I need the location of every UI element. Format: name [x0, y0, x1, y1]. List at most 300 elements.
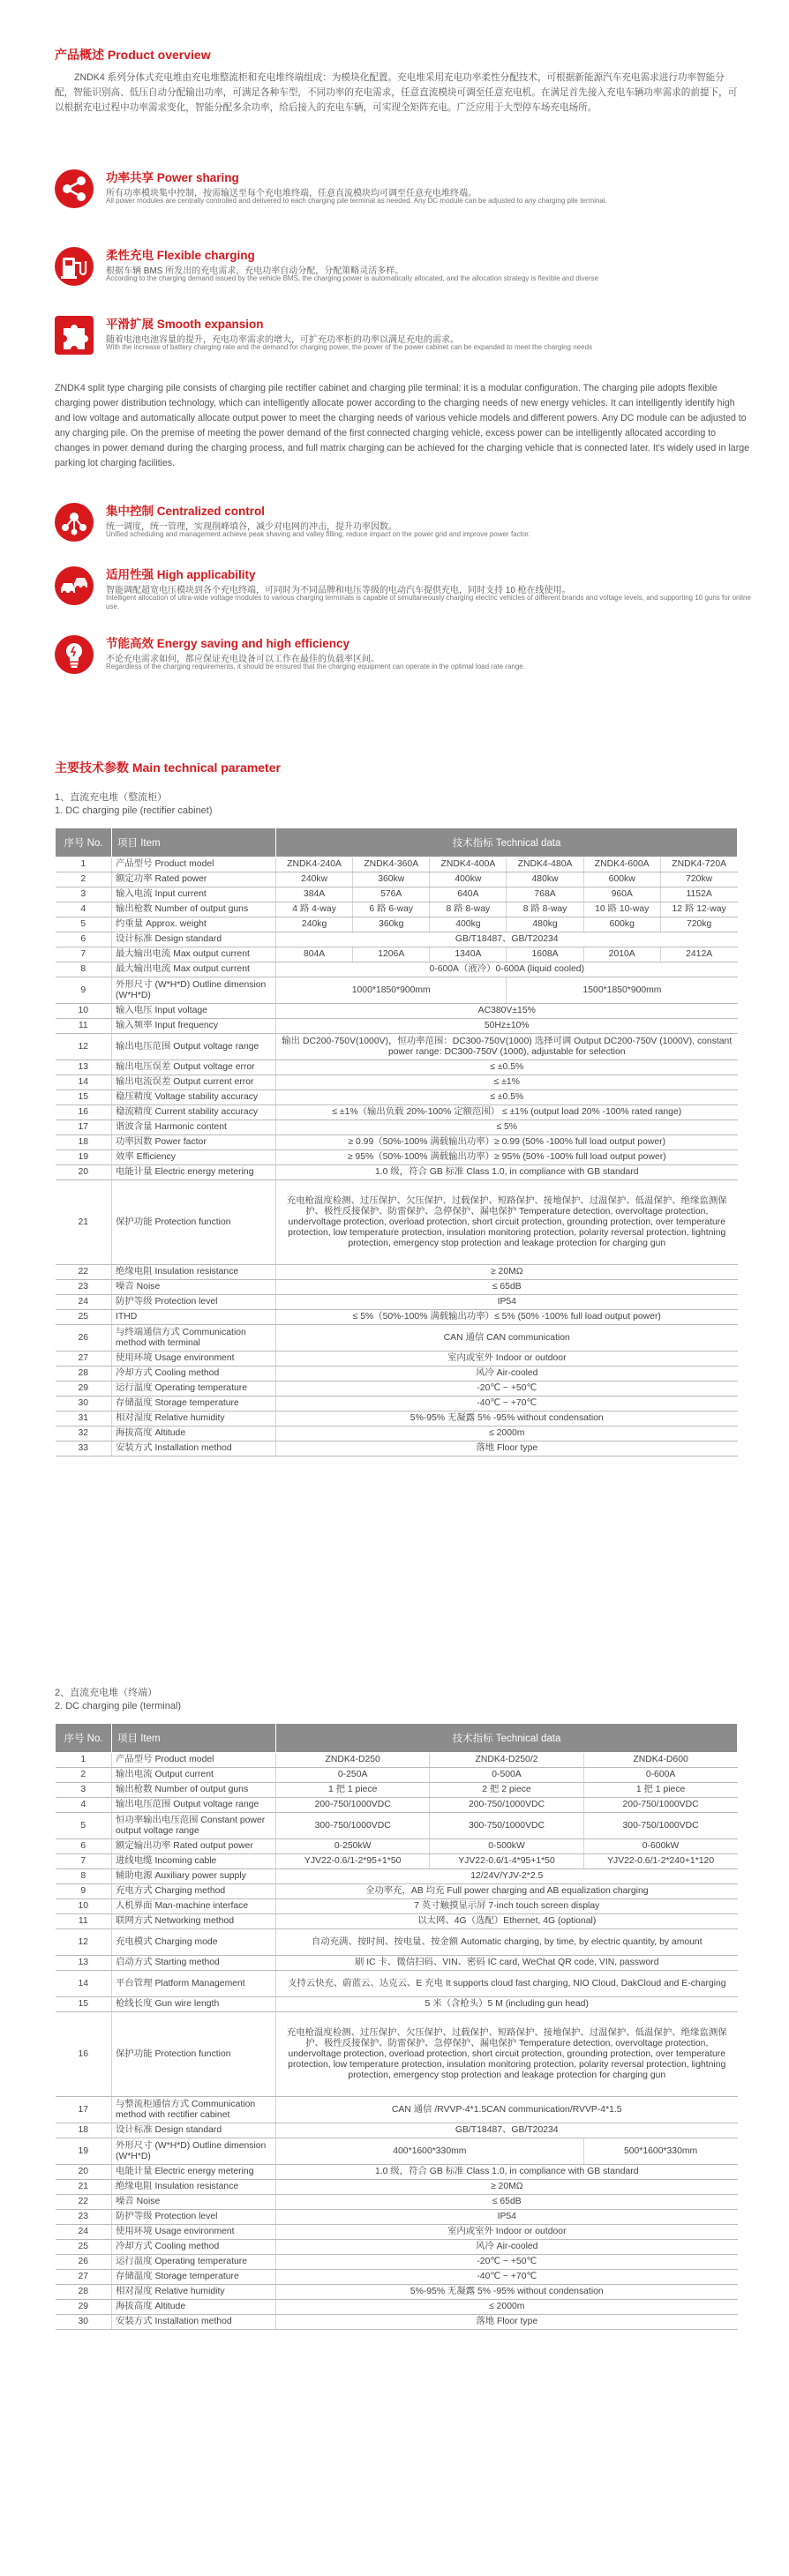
table-row	[56, 1869, 738, 1884]
row-number: 25	[56, 1310, 112, 1325]
row-value: 风冷 Air-cooled	[276, 2240, 738, 2255]
bulb-icon	[55, 635, 94, 674]
row-value: ≥ 0.99（50%-100% 满载输出功率）≥ 0.99 (50% -100% full load output power)	[276, 1135, 738, 1150]
row-value: ≥ 95%（50%-100% 满载输出功率）≥ 95% (50% -100% full load output power)	[276, 1150, 738, 1165]
table-row	[56, 2210, 738, 2225]
row-number: 29	[56, 2300, 112, 2315]
row-value: 0-600kW	[583, 1839, 737, 1854]
row-item: 输出电压范围 Output voltage range	[112, 1034, 276, 1060]
row-number: 1	[56, 1753, 112, 1768]
row-value: 480kw	[507, 872, 583, 887]
row-value: 5%-95% 无凝露 5% -95% without condensation	[276, 1412, 738, 1427]
row-value: 1608A	[507, 947, 583, 962]
feature-desc-en: Intelligent allocation of ultra-wide voltage modules to various charging terminals is capable of simultaneously charging electric vehicles of different brands and voltage levels, and supporting 10 guns for online use.	[106, 594, 751, 610]
row-value: 300-750/1000VDC	[276, 1813, 430, 1839]
row-value: 360kg	[353, 917, 430, 932]
table-row	[56, 2012, 738, 2097]
row-item: 与终端通信方式 Communication method with terminal	[112, 1325, 276, 1352]
row-number: 2	[56, 1768, 112, 1783]
row-value: 400kw	[430, 872, 507, 887]
feature-title: 集中控制 Centralized control	[106, 505, 266, 518]
table-row	[56, 2097, 738, 2123]
table-row	[56, 1971, 738, 1997]
row-item: 输出电压范围 Output voltage range	[112, 1798, 276, 1813]
row-number: 30	[56, 2315, 112, 2330]
feature-desc-zh: 统一调度，统一管理，实现削峰填谷，减少对电网的冲击，提升功率因数。	[106, 522, 397, 532]
table-row	[56, 1135, 738, 1150]
row-item: 设计标准 Design standard	[112, 2123, 276, 2138]
row-value: 5 米（含枪头）5 M (including gun head)	[276, 1997, 738, 2012]
row-value: 400*1600*330mm	[276, 2138, 584, 2165]
share-icon	[55, 169, 94, 208]
row-number: 24	[56, 1295, 112, 1310]
row-item: 谐波含量 Harmonic content	[112, 1120, 276, 1135]
row-number: 12	[56, 1929, 112, 1956]
table-row	[56, 1295, 738, 1310]
row-number: 30	[56, 1397, 112, 1412]
col-header-data: 技术指标 Technical data	[276, 828, 738, 857]
row-number: 23	[56, 1280, 112, 1295]
overview-title: 产品概述 Product overview	[55, 48, 211, 62]
row-value: 自动充满、按时间、按电量、按金额 Automatic charging, by time, by electric quantity, by amount	[276, 1929, 738, 1956]
row-number: 27	[56, 1352, 112, 1367]
row-value: 12 路 12-way	[660, 902, 737, 917]
row-item: 安装方式 Installation method	[112, 2315, 276, 2330]
row-value: 1.0 级，符合 GB 标准 Class 1.0, in compliance with GB standard	[276, 1165, 738, 1180]
table-row	[56, 1165, 738, 1180]
row-item: 防护等级 Protection level	[112, 1295, 276, 1310]
feature-desc-en: Unified scheduling and management achieve peak shaving and valley filling, reduce impact on the power grid and improve power factor.	[106, 530, 530, 538]
row-number: 25	[56, 2240, 112, 2255]
table-row	[56, 1884, 738, 1899]
row-value: 1500*1850*900mm	[507, 977, 738, 1004]
row-item: 冷却方式 Cooling method	[112, 2240, 276, 2255]
row-number: 10	[56, 1004, 112, 1019]
row-value: YJV22-0.6/1-2*240+1*120	[583, 1854, 737, 1869]
row-item: 效率 Efficiency	[112, 1150, 276, 1165]
row-value: 1206A	[353, 947, 430, 962]
row-value: 0-500kW	[430, 1839, 583, 1854]
feature-desc-zh: 根据车辆 BMS 所发出的充电需求，充电功率自动分配，分配策略灵活多样。	[106, 266, 404, 276]
table-row	[56, 1004, 738, 1019]
row-number: 14	[56, 1075, 112, 1090]
table-row	[56, 1768, 738, 1783]
row-value: 5%-95% 无凝露 5% -95% without condensation	[276, 2285, 738, 2300]
feature-centralized-control	[55, 501, 752, 558]
row-value: 240kw	[276, 872, 353, 887]
row-number: 24	[56, 2225, 112, 2240]
row-item: 最大输出电流 Max output current	[112, 947, 276, 962]
feature-desc-en: Regardless of the charging requirements, it should be ensured that the charging equipment can operate in the optimal load rate range.	[106, 663, 525, 670]
row-item: 辅助电源 Auxiliary power supply	[112, 1869, 276, 1884]
row-value: 720kg	[660, 917, 737, 932]
row-number: 10	[56, 1899, 112, 1914]
row-value: IP54	[276, 1295, 738, 1310]
row-value: 600kg	[583, 917, 660, 932]
table-row	[56, 1397, 738, 1412]
feature-title: 柔性充电 Flexible charging	[106, 249, 255, 262]
table-row	[56, 1442, 738, 1456]
row-item: 输出枪数 Number of output guns	[112, 902, 276, 917]
row-value: 4 路 4-way	[276, 902, 353, 917]
row-value: 1152A	[660, 887, 737, 902]
row-value: ≤ 65dB	[276, 1280, 738, 1295]
row-value: 600kw	[583, 872, 660, 887]
row-value: AC380V±15%	[276, 1004, 738, 1019]
row-item: 平台管理 Platform Management	[112, 1971, 276, 1997]
row-item: ITHD	[112, 1310, 276, 1325]
row-number: 4	[56, 902, 112, 917]
table-row	[56, 2270, 738, 2285]
row-number: 27	[56, 2270, 112, 2285]
table-row	[56, 1180, 738, 1265]
row-number: 23	[56, 2210, 112, 2225]
row-value: ZNDK4-720A	[660, 857, 737, 872]
table-row	[56, 2315, 738, 2330]
row-item: 海拔高度 Altitude	[112, 2300, 276, 2315]
feature-desc-en: All power modules are centrally controlled and delivered to each charging pile terminal as needed. Any DC module can be adjusted to any charging pile terminal.	[106, 197, 607, 205]
table-row	[56, 1310, 738, 1325]
row-item: 功率因数 Power factor	[112, 1135, 276, 1150]
row-number: 6	[56, 932, 112, 947]
row-value: 12/24V/YJV-2*2.5	[276, 1869, 738, 1884]
row-number: 7	[56, 947, 112, 962]
row-number: 9	[56, 1884, 112, 1899]
table-row	[56, 1367, 738, 1382]
row-number: 22	[56, 1265, 112, 1280]
table-row	[56, 887, 738, 902]
row-value: 落地 Floor type	[276, 2315, 738, 2330]
row-value: 1 把 1 piece	[276, 1783, 430, 1798]
table-row	[56, 1839, 738, 1854]
row-value: 室内或室外 Indoor or outdoor	[276, 2225, 738, 2240]
row-item: 运行温度 Operating temperature	[112, 1382, 276, 1397]
row-value: ZNDK4-D250	[276, 1753, 430, 1768]
row-value: ≤ 2000m	[276, 1427, 738, 1442]
row-value: -40℃ ~ +70℃	[276, 1397, 738, 1412]
row-number: 28	[56, 2285, 112, 2300]
row-value: 0-250kW	[276, 1839, 430, 1854]
row-number: 31	[56, 1412, 112, 1427]
row-value: ≤ ±0.5%	[276, 1060, 738, 1075]
row-number: 11	[56, 1914, 112, 1929]
row-item: 产品型号 Product model	[112, 1753, 276, 1768]
feature-desc-en: With the increase of battery charging rate and the demand for charging power, the power of the power cabinet can be expanded to meet the charging needs	[106, 343, 593, 351]
row-value: 1.0 级，符合 GB 标准 Class 1.0, in compliance with GB standard	[276, 2165, 738, 2180]
row-number: 8	[56, 962, 112, 977]
table-row	[56, 2300, 738, 2315]
table-row	[56, 2285, 738, 2300]
row-value: 0-500A	[430, 1768, 583, 1783]
row-value: ≤ ±1%	[276, 1075, 738, 1090]
table-row	[56, 872, 738, 887]
row-value: 1 把 1 piece	[583, 1783, 737, 1798]
table2-label-zh: 2、直流充电堆（终端）	[55, 1688, 158, 1698]
row-number: 26	[56, 1325, 112, 1352]
row-value: -20℃ ~ +50℃	[276, 1382, 738, 1397]
table-row	[56, 1325, 738, 1352]
table1-label-zh: 1、直流充电堆（整流柜）	[55, 792, 168, 803]
row-value: 10 路 10-way	[583, 902, 660, 917]
row-value: 0-600A	[583, 1768, 737, 1783]
row-value: 2010A	[583, 947, 660, 962]
row-value: 8 路 8-way	[507, 902, 583, 917]
row-number: 13	[56, 1060, 112, 1075]
row-item: 相对湿度 Relative humidity	[112, 1412, 276, 1427]
row-item: 绝缘电阻 Insulation resistance	[112, 1265, 276, 1280]
row-item: 存储温度 Storage temperature	[112, 1397, 276, 1412]
row-value: 1000*1850*900mm	[276, 977, 507, 1004]
row-value: 720kw	[660, 872, 737, 887]
table-row	[56, 1150, 738, 1165]
row-number: 5	[56, 1813, 112, 1839]
row-value: 240kg	[276, 917, 353, 932]
table-row	[56, 1019, 738, 1034]
row-value: ≤ ±0.5%	[276, 1090, 738, 1105]
row-number: 20	[56, 1165, 112, 1180]
row-number: 11	[56, 1019, 112, 1034]
col-header-item: 项目 Item	[112, 1724, 276, 1753]
row-item: 电能计量 Electric energy metering	[112, 1165, 276, 1180]
table-row	[56, 2138, 738, 2165]
feature-title: 平滑扩展 Smooth expansion	[106, 318, 264, 331]
row-item: 运行温度 Operating temperature	[112, 2255, 276, 2270]
row-value: 全功率充，AB 均充 Full power charging and AB equalization charging	[276, 1884, 738, 1899]
table-row	[56, 902, 738, 917]
col-header-no: 序号 No.	[56, 1724, 112, 1753]
table-row	[56, 857, 738, 872]
row-value: 2412A	[660, 947, 737, 962]
row-item: 安装方式 Installation method	[112, 1442, 276, 1456]
table-row	[56, 1798, 738, 1813]
row-value: YJV22-0.6/1-4*95+1*50	[430, 1854, 583, 1869]
table-row	[56, 947, 738, 962]
table2-label-en: 2. DC charging pile (terminal)	[55, 1701, 182, 1711]
row-number: 17	[56, 2097, 112, 2123]
row-number: 19	[56, 2138, 112, 2165]
row-item: 输出电流误差 Output current error	[112, 1075, 276, 1090]
row-number: 19	[56, 1150, 112, 1165]
table-row	[56, 977, 738, 1004]
row-item: 枪线长度 Gun wire length	[112, 1997, 276, 2012]
overview-intro-zh: ZNDK4 系列分体式充电堆由充电堆整流柜和充电堆终端组成：为模块化配置。充电堆采用充电功率柔性分配技术，可根据新能源汽车充电需求进行功率智能分配，智能识别高、低压自动分配输出功率，可满足各种车型，不同功率的充电需求，任意直流模块可调至任意充电机。在满足首先接入充电车辆功率需求的前提下，可以根据充电过程中功率需求变化，智能分配多余功率，给后接入的充电车辆，可实现全矩阵充电。广泛应用于大型停车场充电场所。	[55, 72, 738, 113]
row-number: 3	[56, 887, 112, 902]
row-number: 4	[56, 1798, 112, 1813]
row-value: 960A	[583, 887, 660, 902]
row-value: ZNDK4-360A	[353, 857, 430, 872]
row-item: 最大输出电流 Max output current	[112, 962, 276, 977]
row-item: 输出电流 Output current	[112, 1768, 276, 1783]
params-title: 主要技术参数 Main technical parameter	[55, 760, 281, 775]
table-row	[56, 1352, 738, 1367]
row-value: 768A	[507, 887, 583, 902]
row-item: 外形尺寸 (W*H*D) Outline dimension (W*H*D)	[112, 2138, 276, 2165]
row-number: 16	[56, 1105, 112, 1120]
table-row	[56, 1813, 738, 1839]
row-item: 输入电压 Input voltage	[112, 1004, 276, 1019]
row-item: 人机界面 Man-machine interface	[112, 1899, 276, 1914]
row-value: 384A	[276, 887, 353, 902]
row-value: -40℃ ~ +70℃	[276, 2270, 738, 2285]
table-row	[56, 1120, 738, 1135]
table-row	[56, 2195, 738, 2210]
table-row	[56, 1034, 738, 1060]
table-row	[56, 2180, 738, 2195]
col-header-no: 序号 No.	[56, 828, 112, 857]
row-number: 15	[56, 1997, 112, 2012]
row-value: ZNDK4-480A	[507, 857, 583, 872]
table-row	[56, 2123, 738, 2138]
row-value: 360kw	[353, 872, 430, 887]
terminal-spec-table	[55, 1723, 738, 2330]
table-row	[56, 2255, 738, 2270]
row-item: 冷却方式 Cooling method	[112, 1367, 276, 1382]
feature-power-sharing	[55, 168, 752, 224]
feature-energy-saving	[55, 633, 752, 690]
row-item: 输入频率 Input frequency	[112, 1019, 276, 1034]
row-value: 200-750/1000VDC	[276, 1798, 430, 1813]
feature-desc-zh: 所有功率模块集中控制，按需输送至每个充电堆终端，任意直流模块均可调至任意充电堆终端。	[106, 189, 477, 198]
row-value: 7 英寸触摸显示屏 7-inch touch screen display	[276, 1899, 738, 1914]
row-value: 300-750/1000VDC	[583, 1813, 737, 1839]
row-value: 1340A	[430, 947, 507, 962]
table-row	[56, 1060, 738, 1075]
row-item: 保护功能 Protection function	[112, 2012, 276, 2097]
table-row	[56, 1382, 738, 1397]
row-number: 17	[56, 1120, 112, 1135]
row-value: 50Hz±10%	[276, 1019, 738, 1034]
table-row	[56, 962, 738, 977]
row-number: 16	[56, 2012, 112, 2097]
row-value: ≥ 20MΩ	[276, 2180, 738, 2195]
row-value: 400kg	[430, 917, 507, 932]
row-value: 充电枪温度检测、过压保护、欠压保护、过载保护、短路保护、接地保护、过温保护、低温保护、绝缘监测保护、极性反接保护、防雷保护、急停保护、漏电保护 Temperature detection, overvoltage protection, undervoltage protection, overload protection, short circuit protection, grounding protection, over temperature protection, low temperature protection, insulation monitoring protection, polarity reversal protection, lightning protection, emergency stop protection and leakage protection for charging gun	[276, 1180, 738, 1265]
row-item: 稳流精度 Current stability accuracy	[112, 1105, 276, 1120]
row-number: 32	[56, 1427, 112, 1442]
table-row	[56, 1105, 738, 1120]
row-item: 外形尺寸 (W*H*D) Outline dimension (W*H*D)	[112, 977, 276, 1004]
row-item: 海拔高度 Altitude	[112, 1427, 276, 1442]
row-number: 18	[56, 1135, 112, 1150]
table-row	[56, 932, 738, 947]
puzzle-icon	[55, 316, 94, 355]
feature-title: 功率共享 Power sharing	[106, 171, 239, 184]
cars-icon	[55, 566, 94, 605]
table-row	[56, 1280, 738, 1295]
table-row	[56, 1899, 738, 1914]
row-item: 电能计量 Electric energy metering	[112, 2165, 276, 2180]
row-value: 0-250A	[276, 1768, 430, 1783]
row-value: ≤ 65dB	[276, 2195, 738, 2210]
row-number: 22	[56, 2195, 112, 2210]
row-value: ZNDK4-240A	[276, 857, 353, 872]
row-value: 0-600A（液冷）0-600A (liquid cooled)	[276, 962, 738, 977]
table-row	[56, 1997, 738, 2012]
feature-flexible-charging	[55, 245, 752, 302]
row-value: ≤ 5%（50%-100% 满载输出功率）≤ 5% (50% -100% full load output power)	[276, 1310, 738, 1325]
row-value: 充电枪温度检测、过压保护、欠压保护、过载保护、短路保护、接地保护、过温保护、低温保护、绝缘监测保护、极性反接保护、防雷保护、急停保护、漏电保护 Temperature detection, overvoltage protection, undervoltage protection, overload protection, short circuit protection, grounding protection, over temperature protection, low temperature protection, insulation monitoring protection, polarity reversal protection, lightning protection, emergency stop protection and leakage protection for charging gun	[276, 2012, 738, 2097]
row-value: 200-750/1000VDC	[430, 1798, 583, 1813]
table-row	[56, 1265, 738, 1280]
row-item: 绝缘电阻 Insulation resistance	[112, 2180, 276, 2195]
row-value: 刷 IC 卡、微信扫码、VIN、密码 IC card, WeChat QR code, VIN, password	[276, 1956, 738, 1971]
row-number: 14	[56, 1971, 112, 1997]
row-value: ≤ ±1%（输出负载 20%-100% 定额范围） ≤ ±1% (output load 20% -100% rated range)	[276, 1105, 738, 1120]
feature-desc-en: According to the charging demand issued by the vehicle BMS, the charging power is automatically allocated, and the allocation strategy is flexible and diverse	[106, 274, 599, 282]
table-row	[56, 1753, 738, 1768]
row-number: 9	[56, 977, 112, 1004]
row-value: YJV22-0.6/1-2*95+1*50	[276, 1854, 430, 1869]
control-icon	[55, 503, 94, 542]
row-item: 噪音 Noise	[112, 2195, 276, 2210]
row-number: 5	[56, 917, 112, 932]
row-value: 480kg	[507, 917, 583, 932]
row-number: 26	[56, 2255, 112, 2270]
feature-desc-zh: 随着电池电池容量的提升，充电功率需求的增大，可扩充功率柜的功率以满足充电的需求。	[106, 335, 459, 345]
table-row	[56, 2225, 738, 2240]
row-item: 联网方式 Networking method	[112, 1914, 276, 1929]
row-value: 640A	[430, 887, 507, 902]
row-number: 20	[56, 2165, 112, 2180]
rectifier-spec-table	[55, 827, 738, 1456]
row-item: 产品型号 Product model	[112, 857, 276, 872]
row-value: GB/T18487、GB/T20234	[276, 932, 738, 947]
row-item: 稳压精度 Voltage stability accuracy	[112, 1090, 276, 1105]
row-number: 21	[56, 2180, 112, 2195]
row-number: 21	[56, 1180, 112, 1265]
row-value: ZNDK4-400A	[430, 857, 507, 872]
col-header-item: 项目 Item	[112, 828, 276, 857]
overview-intro-en: ZNDK4 split type charging pile consists of charging pile rectifier cabinet and charging pile terminal: it is a modular configuration. The charging pile adopts flexible charging power distribution technology, which can intelligently allocate power according to the charging needs of new energy vehicles. It can intelligently identify high and low voltage and automatically allocate output power to meet the charging needs of various vehicle models and different powers. Any DC module can be adjusted to any charging pile. On the premise of meeting the power demand of the first connected charging vehicle, excess power can be intelligently allocated according to changes in power demand during the charging process, and full matrix charging can be achieved for the charging vehicle that is connected later. It's widely used in large parking lot charging facilities.	[55, 383, 750, 468]
row-value: ZNDK4-D600	[583, 1753, 737, 1768]
feature-title: 适用性强 High applicability	[106, 568, 256, 581]
row-item: 噪音 Noise	[112, 1280, 276, 1295]
row-value: ≤ 5%	[276, 1120, 738, 1135]
row-item: 使用环境 Usage environment	[112, 1352, 276, 1367]
row-value: ZNDK4-600A	[583, 857, 660, 872]
row-item: 保护功能 Protection function	[112, 1180, 276, 1265]
row-item: 存储温度 Storage temperature	[112, 2270, 276, 2285]
row-value: 200-750/1000VDC	[583, 1798, 737, 1813]
row-item: 额定功率 Rated power	[112, 872, 276, 887]
feature-title: 节能高效 Energy saving and high efficiency	[106, 637, 350, 650]
row-item: 启动方式 Starting method	[112, 1956, 276, 1971]
table-row	[56, 1075, 738, 1090]
table-row	[56, 1854, 738, 1869]
table1-label-en: 1. DC charging pile (rectifier cabinet)	[55, 805, 213, 816]
table-row	[56, 2240, 738, 2255]
table-row	[56, 1090, 738, 1105]
row-value: IP54	[276, 2210, 738, 2225]
row-item: 约重量 Approx. weight	[112, 917, 276, 932]
row-value: 室内或室外 Indoor or outdoor	[276, 1352, 738, 1367]
row-number: 15	[56, 1090, 112, 1105]
feature-high-applicability	[55, 565, 752, 621]
row-value: -20℃ ~ +50℃	[276, 2255, 738, 2270]
row-value: ZNDK4-D250/2	[430, 1753, 583, 1768]
row-value: 804A	[276, 947, 353, 962]
table-row	[56, 1783, 738, 1798]
row-item: 输入电流 Input current	[112, 887, 276, 902]
row-item: 相对湿度 Relative humidity	[112, 2285, 276, 2300]
table-row	[56, 1427, 738, 1442]
row-value: ≥ 20MΩ	[276, 1265, 738, 1280]
row-item: 额定输出功率 Rated output power	[112, 1839, 276, 1854]
row-number: 2	[56, 872, 112, 887]
row-item: 与整流柜通信方式 Communication method with rectifier cabinet	[112, 2097, 276, 2123]
table-row	[56, 1914, 738, 1929]
table-row	[56, 1956, 738, 1971]
